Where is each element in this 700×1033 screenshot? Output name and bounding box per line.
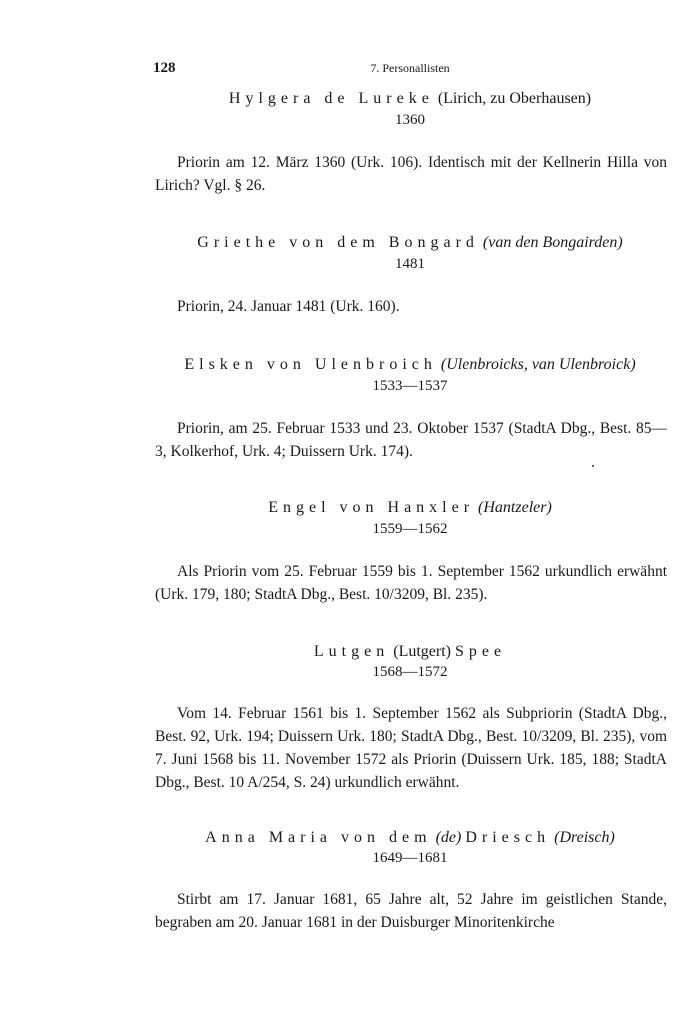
entry-years: 1559—1562 [372,521,448,537]
entry-name-variant: (Dreisch) [554,829,615,846]
entry-name-variant: (de) [435,829,462,846]
entry-paragraph: Priorin, am 25. Februar 1533 und 23. Oktober 1537 (StadtA Dbg., Best. 85—3, Kolkerhof, Urk. 4; Duissern Urk. 174). [155,420,667,460]
entry-heading [150,497,670,519]
entry-paragraph: Priorin am 12. März 1360 (Urk. 106). Identisch mit der Kellnerin Hilla von Lirich? Vgl. § 26. [155,154,667,194]
entry-years: 1481 [395,256,425,272]
print-speck [592,465,594,467]
entry-name: Spee [454,643,507,660]
entry-name: Driesch [465,829,551,846]
entry-text [155,295,667,318]
entry-years: 1533—1537 [372,378,448,394]
entry-paragraph: Stirbt am 17. Januar 1681, 65 Jahre alt, 52 Jahre im geistlichen Stande, begraben am 20. Januar 1681 in der Duisburger Minoritenkirche [155,891,667,931]
entry-text [155,560,667,606]
entry-text [155,417,667,463]
entry-name-variant: (Ulenbroicks, van Ulenbroick) [440,356,636,373]
entry-paragraph: Als Priorin vom 25. Februar 1559 bis 1. September 1562 urkundlich erwähnt (Urk. 179, 180; StadtA Dbg., Best. 10/3209, Bl. 235). [155,563,667,603]
entry-name-variant: (Hantzeler) [478,499,552,516]
entry-name: Lutgen [313,643,390,660]
entry-name-variant: (van den Bongairden) [482,234,623,251]
entry-heading [150,232,670,254]
entry-name: Griethe von dem Bongard [197,234,479,251]
entry-heading [150,354,670,376]
entry-heading [150,827,670,849]
entry-name-variant: (Lutgert) [393,643,451,660]
entry-name: Anna Maria von dem [205,829,432,846]
running-title: 7. Personallisten [370,61,450,75]
entry-heading [150,88,670,110]
entry-name: Engel von Hanxler [268,499,475,516]
entry-name: Elsken von Ulenbroich [184,356,437,373]
entry-name-variant: (Lirich, zu Oberhausen) [437,90,592,107]
entry-years: 1649—1681 [372,850,448,866]
entry-paragraph: Priorin, 24. Januar 1481 (Urk. 160). [177,298,400,315]
entry-text [155,151,667,197]
page-number: 128 [153,60,176,76]
entry-heading [150,641,670,663]
entry-years: 1360 [395,112,425,128]
entry-text [155,888,667,934]
entry-years: 1568—1572 [372,664,448,680]
entry-text [155,702,667,794]
entry-paragraph: Vom 14. Februar 1561 bis 1. September 1562 als Subpriorin (StadtA Dbg., Best. 92, Urk. 194; Duissern Urk. 180; StadtA Dbg., Best. 10/3209, Bl. 235), vom 7. Juni 1568 bis 11. November 1572 als Priorin (Duissern Urk. 185, 188; StadtA Dbg., Best. 10 A/254, S. 24) urkundlich erwähnt. [155,705,667,791]
entry-name: Hylgera de Lureke [228,90,434,107]
